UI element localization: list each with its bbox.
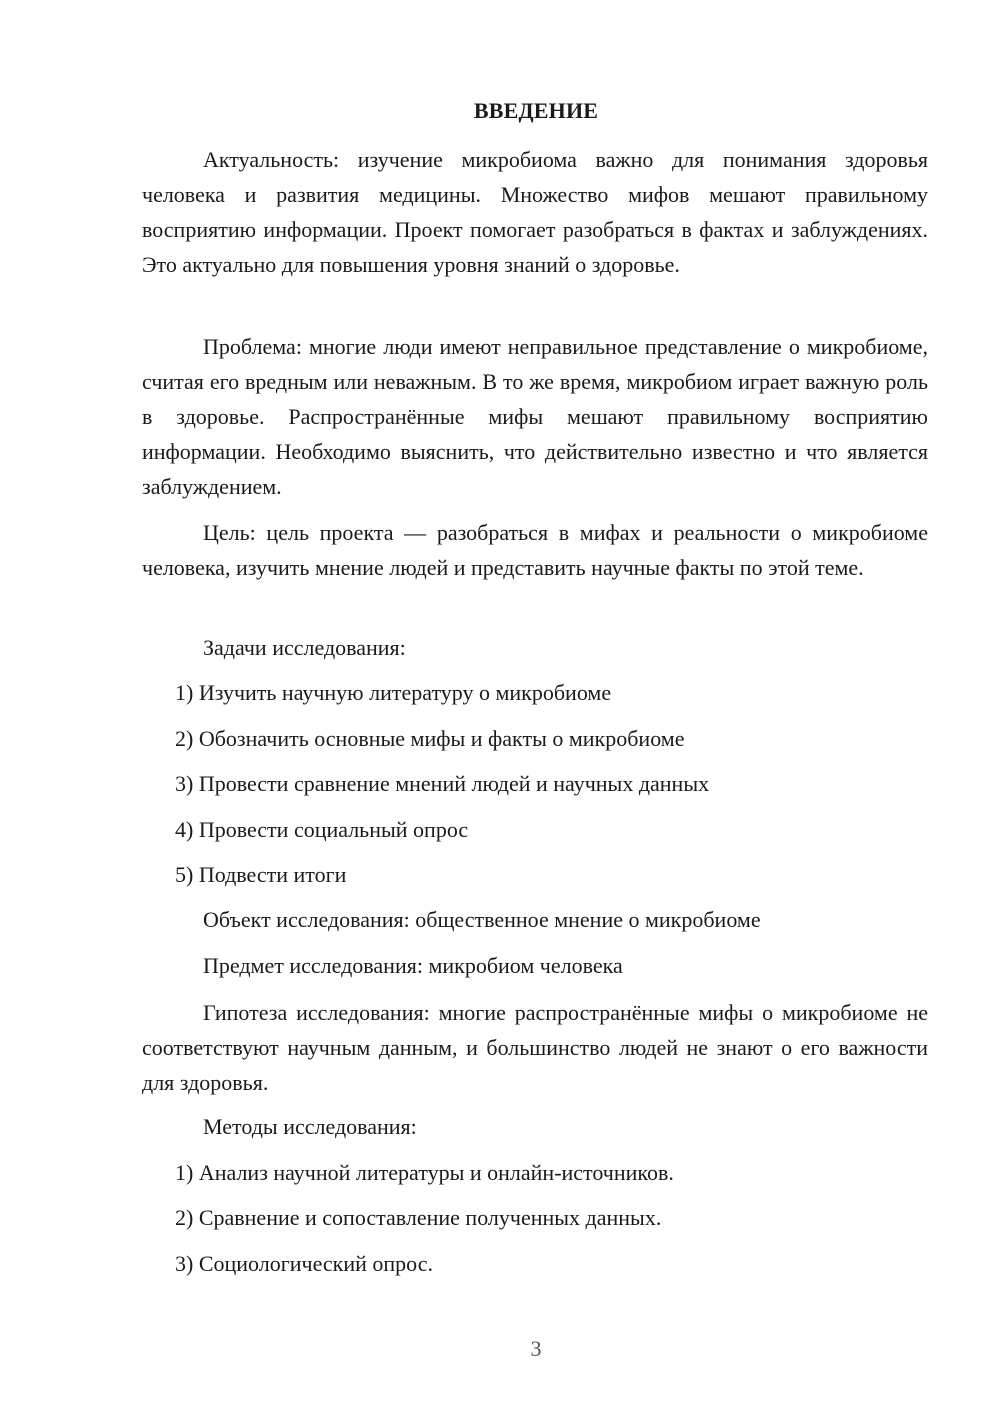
methods-label: Методы исследования: xyxy=(203,1114,417,1139)
method-item-2: 2) Сравнение и сопоставление полученных данных. xyxy=(175,1205,662,1230)
tasks-label: Задачи исследования: xyxy=(203,635,406,660)
research-subject: Предмет исследования: микробиом человека xyxy=(203,953,623,978)
hypothesis-paragraph: Гипотеза исследования: многие распространённые мифы о микробиоме не соответствуют научным данным, и большинство людей не знают о его важности для здоровья. xyxy=(142,1000,928,1095)
task-item-2: 2) Обозначить основные мифы и факты о микробиоме xyxy=(175,726,685,751)
method-item-1: 1) Анализ научной литературы и онлайн-источников. xyxy=(175,1160,674,1185)
task-item-3: 3) Провести сравнение мнений людей и научных данных xyxy=(175,771,710,796)
method-item-3: 3) Социологический опрос. xyxy=(175,1251,433,1276)
problem-paragraph: Проблема: многие люди имеют неправильное представление о микробиоме, считая его вредным или неважным. В то же время, микробиом играет важную роль в здоровье. Распространённые мифы мешают правильному восприятию информации. Необходимо выяснить, что действительно известно и что является заблуждением. xyxy=(142,334,928,499)
task-item-5: 5) Подвести итоги xyxy=(175,862,347,887)
page-number: 3 xyxy=(530,1336,542,1361)
relevance-paragraph: Актуальность: изучение микробиома важно для понимания здоровья человека и развития медицины. Множество мифов мешают правильному восприятию информации. Проект помогает разобраться в фактах и заблуждениях. Это актуально для повышения уровня знаний о здоровье. xyxy=(142,147,928,277)
research-object: Объект исследования: общественное мнение о микробиоме xyxy=(203,907,761,932)
task-item-4: 4) Провести социальный опрос xyxy=(175,817,469,842)
goal-paragraph: Цель: цель проекта — разобраться в мифах и реальности о микробиоме человека, изучить мнение людей и представить научные факты по этой теме. xyxy=(142,520,928,580)
task-item-1: 1) Изучить научную литературу о микробиоме xyxy=(175,680,612,705)
section-heading: ВВЕДЕНИЕ xyxy=(473,98,599,123)
